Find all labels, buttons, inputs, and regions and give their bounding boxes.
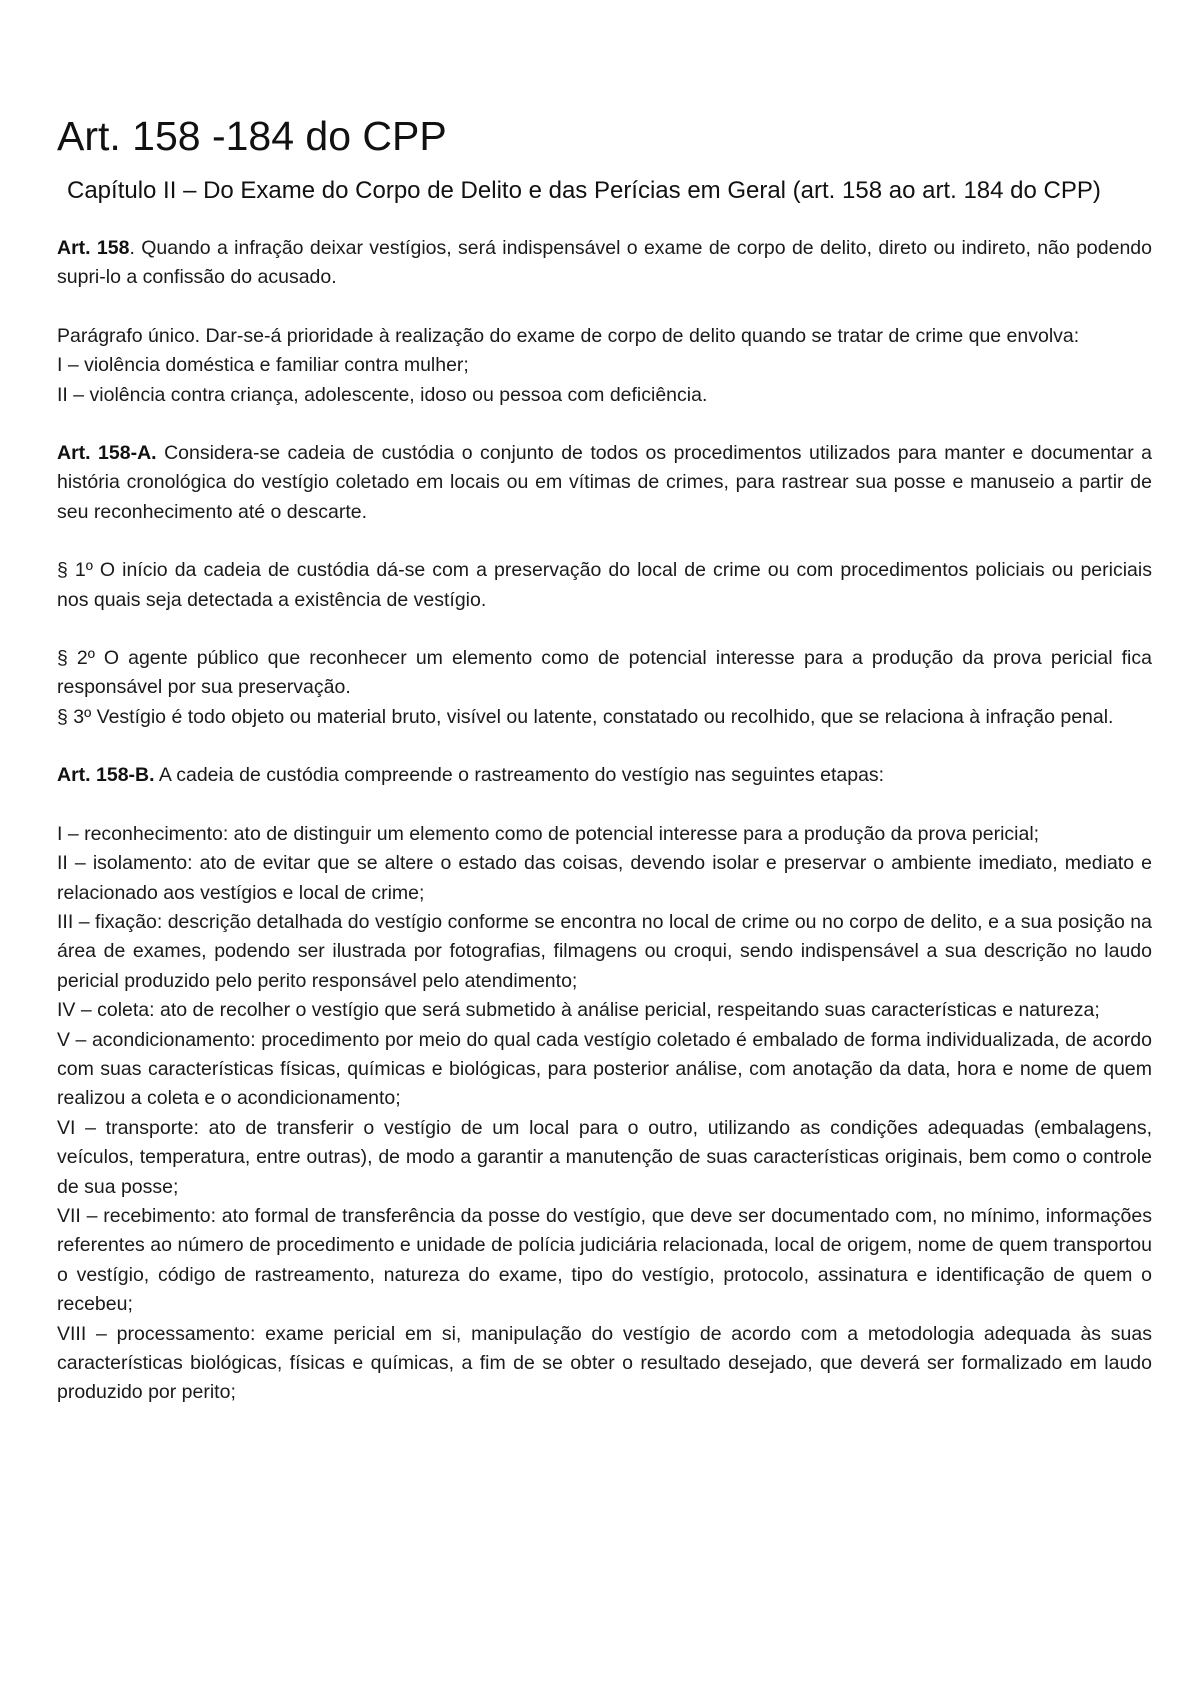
- paragraph-3: § 3º Vestígio é todo objeto ou material bruto, visível ou latente, constatado ou recolhido, que se relaciona à infração penal.: [57, 705, 1114, 728]
- document-title: Art. 158 -184 do CPP: [57, 113, 447, 159]
- etapas-list: [57, 820, 1152, 1408]
- article-158-label: Art. 158: [57, 237, 130, 259]
- etapa-item: VII – recebimento: ato formal de transferência da posse do vestígio, que deve ser documentado com, no mínimo, informações referentes ao número de procedimento e unidade de polícia judiciária relacionada, local de origem, nome de quem transportou o vestígio, código de rastreamento, natureza do exame, tipo do vestígio, protocolo, assinatura e identificação de quem o recebeu;: [57, 1204, 1152, 1316]
- article-158b-label: Art. 158-B.: [57, 764, 155, 787]
- etapa-item: I – reconhecimento: ato de distinguir um elemento como de potencial interesse para a produção da prova pericial;: [57, 822, 1040, 845]
- etapa-item: IV – coleta: ato de recolher o vestígio que será submetido à análise pericial, respeitando suas características e natureza;: [57, 999, 1100, 1022]
- chapter-heading: Capítulo II – Do Exame do Corpo de Delito e das Perícias em Geral (art. 158 ao art. 184 do CPP): [67, 177, 1101, 204]
- paragrafo-unico-text: Parágrafo único. Dar-se-á prioridade à realização do exame de corpo de delito quando se tratar de crime que envolva:: [57, 324, 1080, 347]
- etapa-item: V – acondicionamento: procedimento por meio do qual cada vestígio coletado é embalado de forma individualizada, de acordo com suas características físicas, químicas e biológicas, para posterior análise, com anotação da data, hora e nome de quem realizou a coleta e o acondicionamento;: [57, 1028, 1152, 1110]
- paragraph-1: § 1º O início da cadeia de custódia dá-se com a preservação do local de crime ou com procedimentos policiais ou periciais nos quais seja detectada a existência de vestígio.: [57, 559, 1152, 611]
- etapa-item: III – fixação: descrição detalhada do vestígio conforme se encontra no local de crime ou no corpo de delito, e a sua posição na área de exames, podendo ser ilustrada por fotografias, filmagens ou croqui, sendo indispensável a sua descrição no laudo pericial produzido pelo perito responsável pelo atendimento;: [57, 910, 1152, 992]
- paragraph-2-3: [57, 644, 1152, 732]
- etapa-item: II – isolamento: ato de evitar que se altere o estado das coisas, devendo isolar e preservar o ambiente imediato, mediato e relacionado aos vestígios e local de crime;: [57, 852, 1152, 904]
- etapa-item: VIII – processamento: exame pericial em si, manipulação do vestígio de acordo com a metodologia adequada às suas características biológicas, físicas e químicas, a fim de se obter o resultado desejado, que deverá ser formalizado em laudo produzido por perito;: [57, 1322, 1152, 1404]
- paragrafo-unico-item: II – violência contra criança, adolescente, idoso ou pessoa com deficiência.: [57, 383, 708, 406]
- article-158b: [57, 761, 1152, 790]
- etapa-item: VI – transporte: ato de transferir o vestígio de um local para o outro, utilizando as condições adequadas (embalagens, veículos, temperatura, entre outras), de modo a garantir a manutenção de suas características originais, bem como o controle de sua posse;: [57, 1116, 1152, 1198]
- article-158-text: . Quando a infração deixar vestígios, será indispensável o exame de corpo de delito, direto ou indireto, não podendo supri-lo a confissão do acusado.: [57, 237, 1153, 289]
- article-158a-label: Art. 158-A.: [57, 442, 157, 465]
- paragrafo-unico: [57, 322, 1152, 410]
- paragraph-2: § 2º O agente público que reconhecer um elemento como de potencial interesse para a produção da prova pericial fica responsável por sua preservação.: [57, 647, 1152, 699]
- article-158a-text: Considera-se cadeia de custódia o conjunto de todos os procedimentos utilizados para manter e documentar a história cronológica do vestígio coletado em locais ou em vítimas de crimes, para rastrear sua posse e manuseio a partir de seu reconhecimento até o descarte.: [57, 442, 1153, 523]
- article-158: [57, 234, 1152, 293]
- paragrafo-unico-item: I – violência doméstica e familiar contra mulher;: [57, 354, 469, 377]
- article-158b-text: A cadeia de custódia compreende o rastreamento do vestígio nas seguintes etapas:: [154, 764, 885, 787]
- article-158a: [57, 439, 1152, 527]
